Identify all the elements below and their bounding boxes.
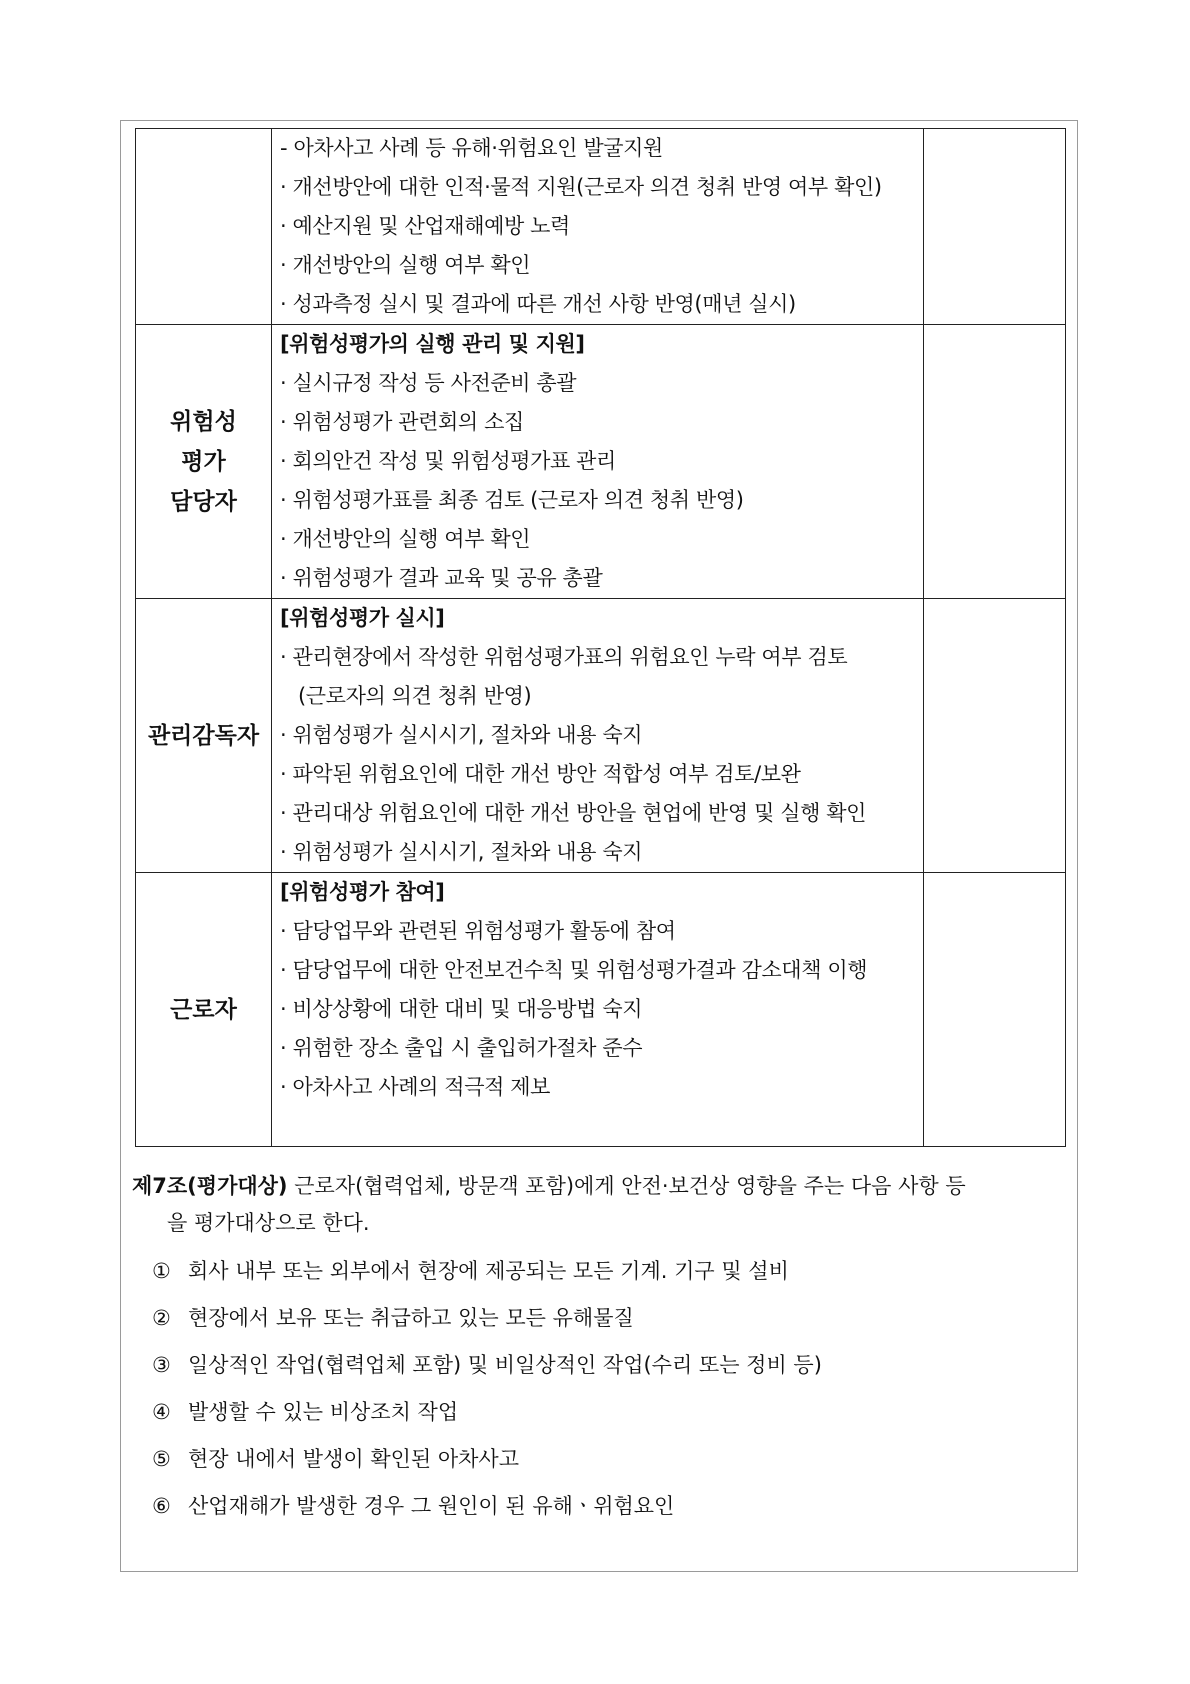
duties-cell bbox=[272, 599, 924, 873]
role-label-line: 근로자 bbox=[170, 996, 237, 1023]
role-label-line: 관리감독자 bbox=[147, 722, 260, 749]
duty-item: · 실시규정 작성 등 사전준비 총괄 bbox=[280, 371, 577, 395]
duty-item: · 위험성평가 실시시기, 절차와 내용 숙지 bbox=[280, 840, 643, 864]
table-row bbox=[136, 873, 1066, 1147]
remark-cell bbox=[924, 873, 1066, 1147]
remark-cell bbox=[924, 325, 1066, 599]
duty-item: · 예산지원 및 산업재해예방 노력 bbox=[280, 214, 570, 238]
article-7 bbox=[132, 1168, 1070, 1530]
table-row bbox=[136, 129, 1066, 325]
article-item-text: 현장 내에서 발생이 확인된 아차사고 bbox=[188, 1447, 519, 1471]
role-cell bbox=[136, 129, 272, 325]
article-item-text: 산업재해가 발생한 경우 그 원인이 된 유해ㆍ위험요인 bbox=[188, 1494, 675, 1518]
article-item bbox=[152, 1342, 1070, 1389]
article-item-text: 현장에서 보유 또는 취급하고 있는 모든 유해물질 bbox=[188, 1306, 634, 1330]
duty-item: · 위험성평가 관련회의 소집 bbox=[280, 410, 524, 434]
article-text: 근로자(협력업체, 방문객 포함)에게 안전·보건상 영향을 주는 다음 사항 등 bbox=[294, 1174, 966, 1198]
duty-item: · 위험한 장소 출입 시 출입허가절차 준수 bbox=[280, 1036, 643, 1060]
article-item bbox=[152, 1295, 1070, 1342]
duty-item: · 파악된 위험요인에 대한 개선 방안 적합성 여부 검토/보완 bbox=[280, 762, 801, 786]
duty-heading: [위험성평가 참여] bbox=[280, 880, 445, 904]
role-cell bbox=[136, 599, 272, 873]
article-item-list bbox=[132, 1248, 1070, 1530]
duty-item: · 위험성평가표를 최종 검토 (근로자 의견 청취 반영) bbox=[280, 488, 744, 512]
duty-item: · 회의안건 작성 및 위험성평가표 관리 bbox=[280, 449, 616, 473]
article-item-number: ③ bbox=[152, 1353, 171, 1377]
article-item bbox=[152, 1483, 1070, 1530]
article-heading bbox=[132, 1168, 1070, 1205]
duty-item: · 위험성평가 실시시기, 절차와 내용 숙지 bbox=[280, 723, 643, 747]
duty-item: · 아차사고 사례의 적극적 제보 bbox=[280, 1075, 551, 1099]
role-cell bbox=[136, 325, 272, 599]
duties-cell bbox=[272, 129, 924, 325]
article-item-text: 회사 내부 또는 외부에서 현장에 제공되는 모든 기계. 기구 및 설비 bbox=[188, 1259, 789, 1283]
article-item bbox=[152, 1248, 1070, 1295]
article-text-continuation: 을 평가대상으로 한다. bbox=[167, 1211, 370, 1235]
duty-item: · 담당업무에 대한 안전보건수칙 및 위험성평가결과 감소대책 이행 bbox=[280, 958, 868, 982]
duty-item: · 관리대상 위험요인에 대한 개선 방안을 현업에 반영 및 실행 확인 bbox=[280, 801, 867, 825]
article-item-number: ① bbox=[152, 1259, 171, 1283]
duties-cell bbox=[272, 873, 924, 1147]
remark-cell bbox=[924, 129, 1066, 325]
role-cell bbox=[136, 873, 272, 1147]
duty-item: · 개선방안의 실행 여부 확인 bbox=[280, 527, 531, 551]
article-label: 제7조(평가대상) bbox=[132, 1174, 288, 1198]
duty-item: · 개선방안에 대한 인적·물적 지원(근로자 의견 청취 반영 여부 확인) bbox=[280, 175, 882, 199]
duty-item: · 성과측정 실시 및 결과에 따른 개선 사항 반영(매년 실시) bbox=[280, 292, 796, 316]
remark-cell bbox=[924, 599, 1066, 873]
article-item bbox=[152, 1436, 1070, 1483]
role-duties-table bbox=[135, 128, 1066, 1147]
duty-item: (근로자의 의견 청취 반영) bbox=[298, 684, 532, 708]
table-body bbox=[136, 129, 1066, 1147]
duties-cell bbox=[272, 325, 924, 599]
duty-item: · 관리현장에서 작성한 위험성평가표의 위험요인 누락 여부 검토 bbox=[280, 645, 848, 669]
duty-heading: [위험성평가의 실행 관리 및 지원] bbox=[280, 332, 585, 356]
article-item-number: ④ bbox=[152, 1400, 171, 1424]
duty-item: - 아차사고 사례 등 유해·위험요인 발굴지원 bbox=[280, 136, 663, 160]
duty-item bbox=[280, 1107, 923, 1146]
article-item-number: ⑤ bbox=[152, 1447, 171, 1471]
duty-item: · 비상상황에 대한 대비 및 대응방법 숙지 bbox=[280, 997, 643, 1021]
article-item bbox=[152, 1389, 1070, 1436]
duty-item: · 담당업무와 관련된 위험성평가 활동에 참여 bbox=[280, 919, 676, 943]
role-label-line: 담당자 bbox=[170, 488, 237, 515]
duty-heading: [위험성평가 실시] bbox=[280, 606, 445, 630]
article-item-number: ⑥ bbox=[152, 1494, 171, 1518]
table-row bbox=[136, 599, 1066, 873]
duty-item: · 위험성평가 결과 교육 및 공유 총괄 bbox=[280, 566, 603, 590]
article-item-text: 발생할 수 있는 비상조치 작업 bbox=[188, 1400, 459, 1424]
article-item-number: ② bbox=[152, 1306, 171, 1330]
duty-item: · 개선방안의 실행 여부 확인 bbox=[280, 253, 531, 277]
role-label-line: 위험성 bbox=[170, 408, 237, 435]
table-row bbox=[136, 325, 1066, 599]
role-label-line: 평가 bbox=[181, 448, 226, 475]
article-item-text: 일상적인 작업(협력업체 포함) 및 비일상적인 작업(수리 또는 정비 등) bbox=[188, 1353, 822, 1377]
